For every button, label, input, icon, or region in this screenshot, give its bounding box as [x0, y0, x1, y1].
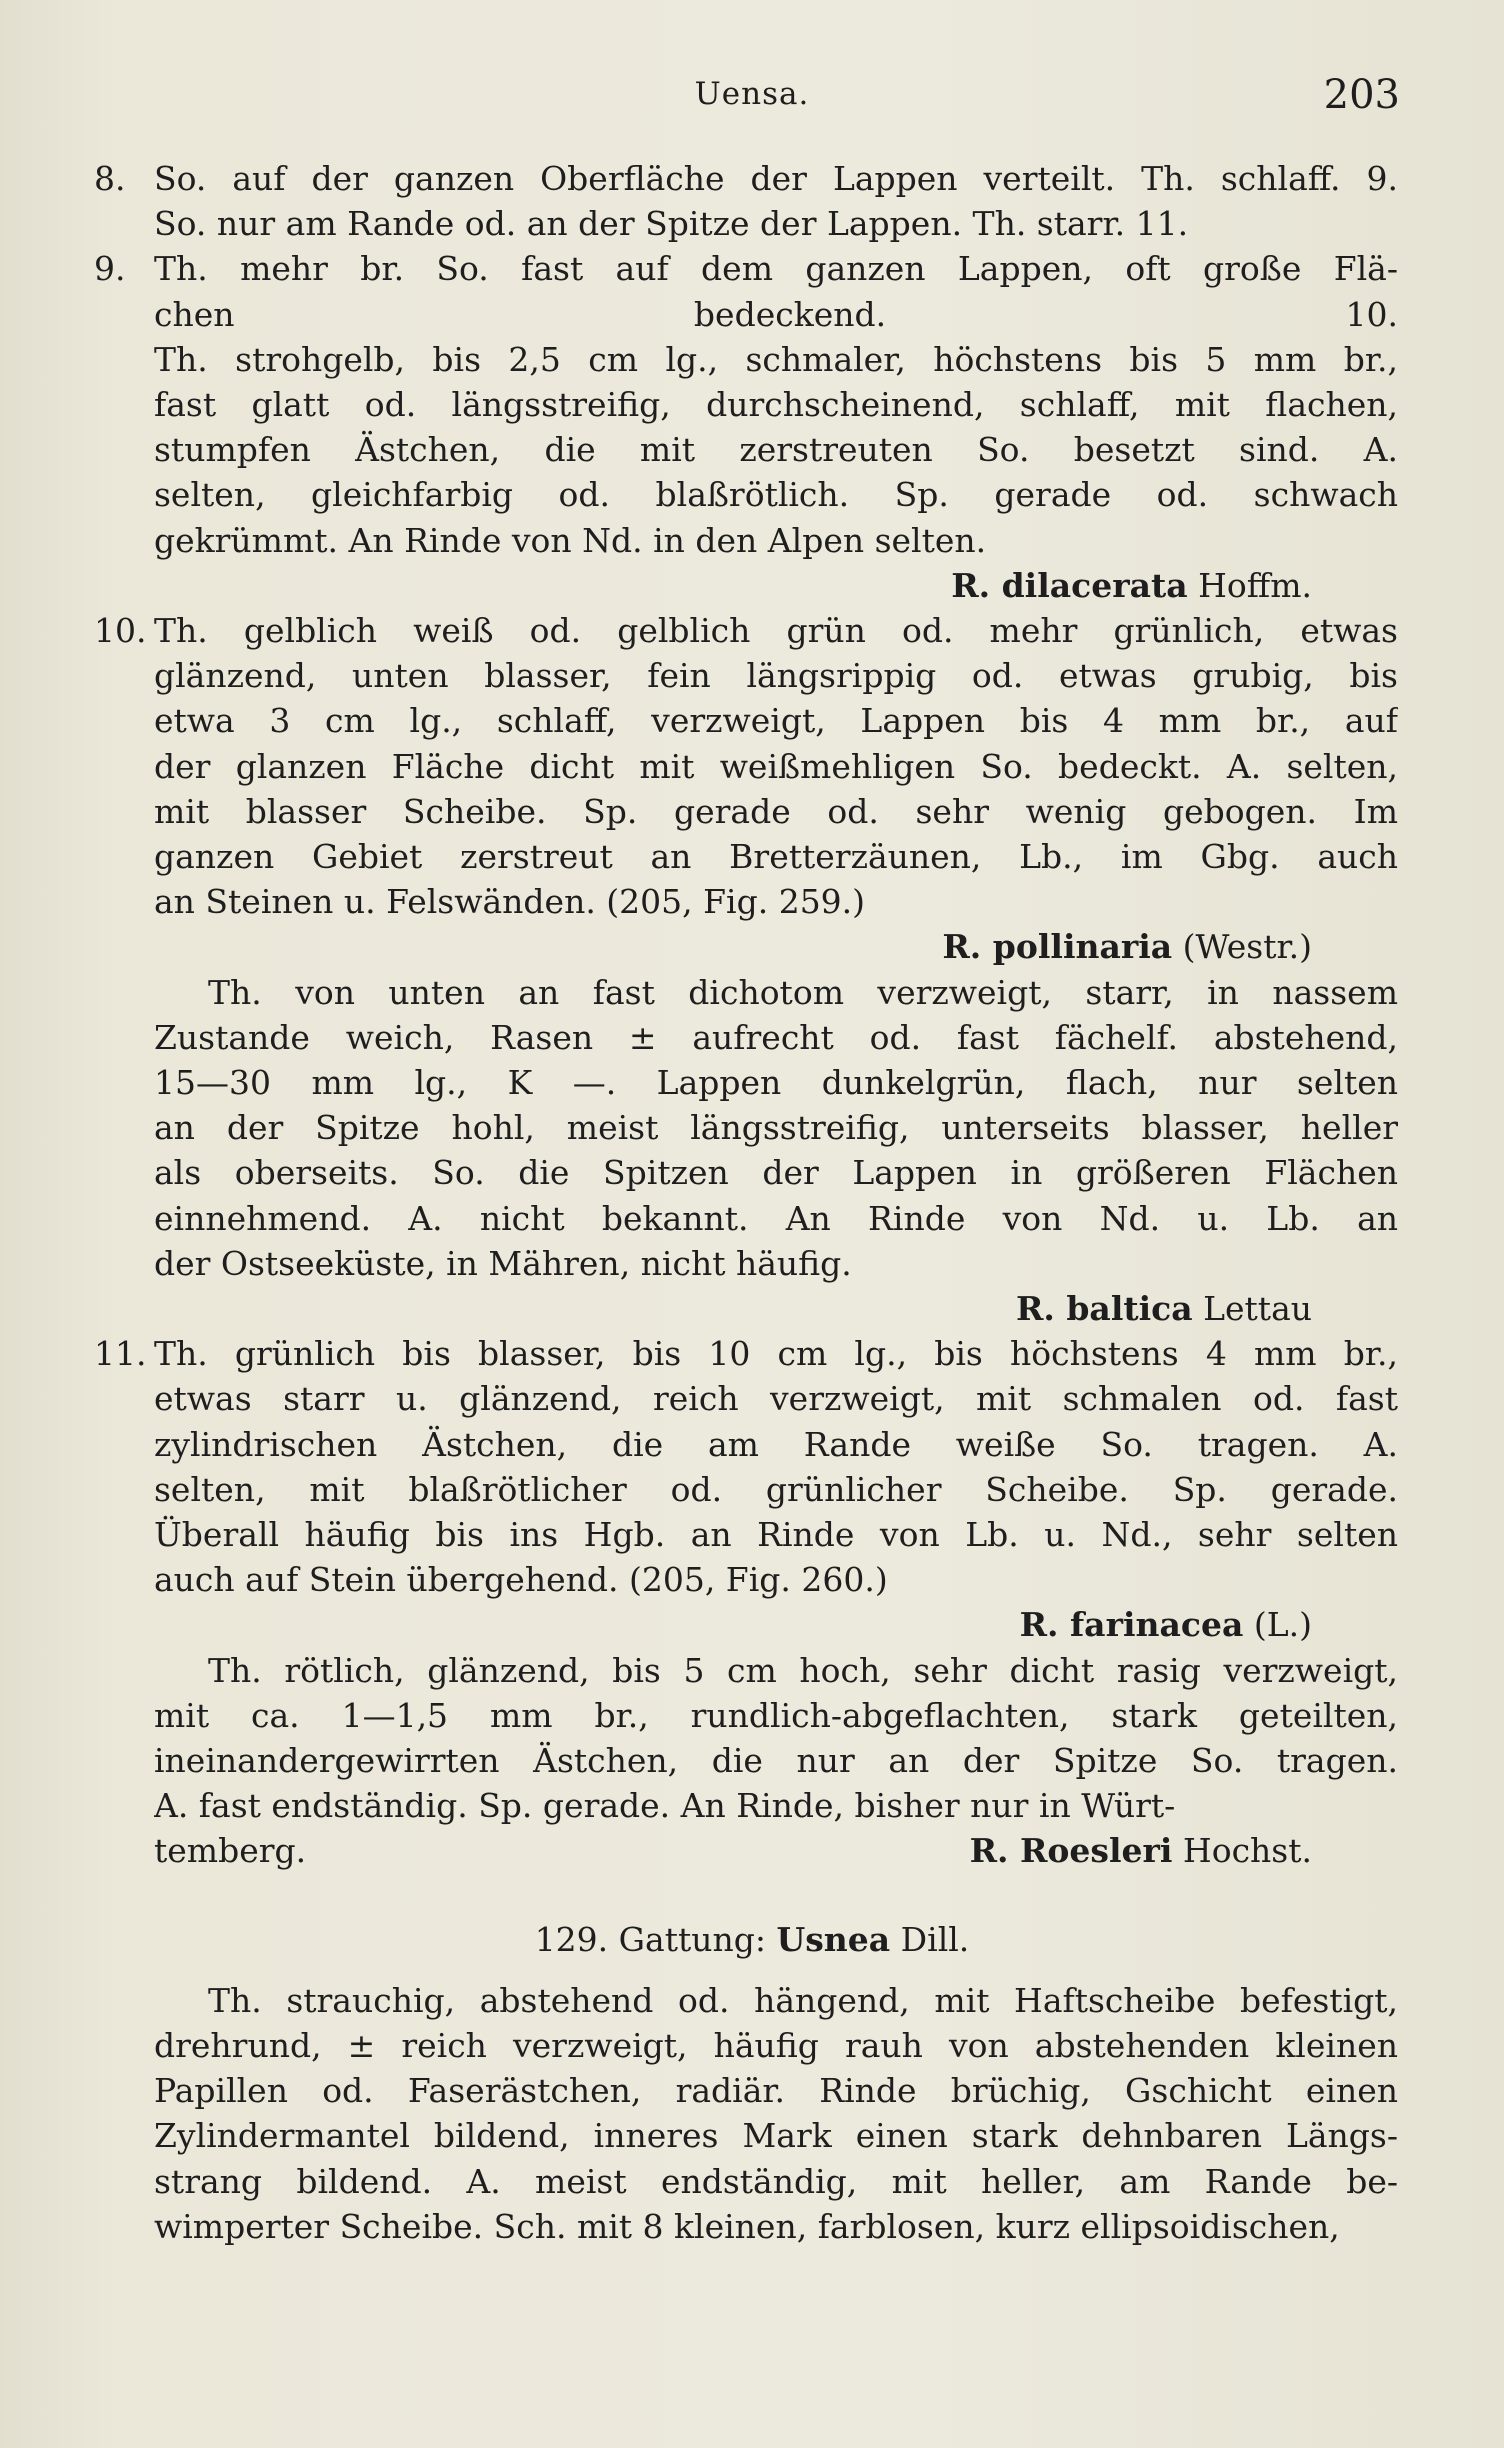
genus-name: Usnea — [776, 1919, 891, 1959]
text-line — [0, 653, 1504, 699]
text-line — [0, 292, 1504, 338]
species-name — [970, 1828, 1312, 1874]
line-text: 15—30 mm lg., K —. Lappen dunkelgrün, flach, nur selten — [154, 1063, 1398, 1102]
text-line — [0, 1015, 1504, 1061]
text-line — [0, 337, 1504, 383]
line-text: ineinandergewirrten Ästchen, die nur an der Spitze So. tragen. — [154, 1741, 1398, 1780]
text-line — [0, 1196, 1504, 1242]
text-line — [0, 382, 1504, 428]
text-line — [0, 789, 1504, 835]
text-line — [0, 1693, 1504, 1739]
page-number: 203 — [1323, 72, 1400, 118]
text-line — [0, 1828, 1504, 1874]
text-line — [0, 744, 1504, 790]
text-line — [0, 1467, 1504, 1513]
line-text: Zustande weich, Rasen ± aufrecht od. fast fächelf. abstehend, — [154, 1017, 1398, 1057]
text-line — [0, 834, 1504, 880]
text-line — [0, 156, 1504, 202]
species-epithet: farinacea — [1069, 1605, 1244, 1645]
text-line — [0, 970, 1504, 1016]
species-epithet: pollinaria — [992, 927, 1173, 967]
line-text: der glanzen Fläche dicht mit weißmehligen So. bedeckt. A. selten, — [154, 746, 1398, 786]
text-line — [0, 2068, 1504, 2114]
text-line — [0, 1376, 1504, 1422]
line-text: fast glatt od. längsstreifig, durchscheinend, schlaff, mit flachen, — [154, 385, 1398, 424]
text-line — [0, 563, 1504, 609]
text-line — [0, 472, 1504, 518]
species-genus: R. — [969, 1831, 1020, 1871]
line-text: selten, mit blaßrötlicher od. grünlicher Scheibe. Sp. gerade. — [154, 1469, 1398, 1509]
text-line — [0, 1422, 1504, 1468]
species-name — [1020, 1602, 1312, 1648]
species-author: (L.) — [1243, 1605, 1312, 1645]
text-line — [0, 1917, 1504, 1963]
line-text: einnehmend. A. nicht bekannt. An Rinde von Nd. u. Lb. an — [154, 1198, 1398, 1238]
line-text: chen bedeckend. 10. — [154, 294, 1398, 334]
text-line — [0, 1602, 1504, 1648]
line-text: A. fast endständig. Sp. gerade. An Rinde, bisher nur in Würt- — [154, 1786, 1176, 1826]
species-epithet: baltica — [1066, 1289, 1193, 1328]
text-line — [0, 608, 1504, 654]
running-head: Uensa. — [694, 76, 810, 112]
text-line — [0, 1512, 1504, 1558]
species-author: (Westr.) — [1172, 927, 1312, 967]
text-line — [0, 1978, 1504, 2024]
line-text: drehrund, ± reich verzweigt, häufig rauh von abstehenden kleinen — [154, 2026, 1398, 2065]
text-line — [0, 698, 1504, 744]
text-line — [0, 879, 1504, 925]
entry-number: 9. — [94, 249, 126, 289]
text-line — [0, 1738, 1504, 1784]
line-text: Th. strauchig, abstehend od. hängend, mit Haftscheibe befestigt, — [208, 1980, 1398, 2020]
genus-heading — [0, 1917, 1504, 1963]
species-epithet: Roesleri — [1019, 1831, 1173, 1871]
line-text: Überall häufig bis ins Hgb. an Rinde von Lb. u. Nd., sehr selten — [154, 1515, 1398, 1554]
text-line — [0, 1241, 1504, 1287]
line-text: Th. strohgelb, bis 2,5 cm lg., schmaler, höchstens bis 5 mm br., — [154, 339, 1398, 379]
line-text: So. nur am Rande od. an der Spitze der Lappen. Th. starr. 11. — [154, 204, 1189, 244]
line-text: strang bildend. A. meist endständig, mit heller, am Rande be- — [154, 2161, 1398, 2201]
line-text: auch auf Stein übergehend. (205, Fig. 260.) — [154, 1560, 888, 1600]
genus-author: Dill. — [890, 1919, 970, 1959]
line-text: gekrümmt. An Rinde von Nd. in den Alpen selten. — [154, 520, 987, 560]
text-line — [0, 2023, 1504, 2069]
line-text: ganzen Gebiet zerstreut an Bretterzäunen, Lb., im Gbg. auch — [154, 837, 1398, 876]
line-text: Papillen od. Faserästchen, radiär. Rinde brüchig, Gschicht einen — [154, 2071, 1398, 2111]
text-line — [0, 427, 1504, 473]
species-author: Hochst. — [1172, 1831, 1312, 1871]
text-line — [0, 1286, 1504, 1332]
genus-prefix: 129. Gattung: — [534, 1919, 777, 1959]
line-text: zylindrischen Ästchen, die am Rande weiße So. tragen. A. — [154, 1424, 1398, 1464]
line-text: Th. rötlich, glänzend, bis 5 cm hoch, sehr dicht rasig verzweigt, — [208, 1650, 1398, 1690]
text-line — [0, 2159, 1504, 2205]
line-text: mit ca. 1—1,5 mm br., rundlich-abgeflachten, stark geteilten, — [154, 1695, 1398, 1735]
line-text: temberg. — [154, 1831, 307, 1871]
line-text: der Ostseeküste, in Mähren, nicht häufig. — [154, 1243, 852, 1283]
line-text: Zylindermantel bildend, inneres Mark einen stark dehnbaren Längs- — [154, 2116, 1398, 2156]
species-genus: R. — [942, 927, 993, 967]
line-text: So. auf der ganzen Oberfläche der Lappen verteilt. Th. schlaff. 9. — [154, 159, 1398, 198]
text-line — [0, 1060, 1504, 1106]
line-text: etwas starr u. glänzend, reich verzweigt, mit schmalen od. fast — [154, 1379, 1398, 1419]
text-line — [0, 1783, 1504, 1829]
species-genus: R. — [1019, 1605, 1070, 1645]
text-line — [0, 1648, 1504, 1694]
species-author: Hoffm. — [1187, 565, 1312, 605]
entry-number: 8. — [94, 159, 126, 198]
line-text: mit blasser Scheibe. Sp. gerade od. sehr wenig gebogen. Im — [154, 791, 1398, 831]
text-line — [0, 518, 1504, 564]
text-line — [0, 2113, 1504, 2159]
entry-number: 11. — [94, 1334, 147, 1374]
species-epithet: dilacerata — [1001, 565, 1188, 605]
species-genus: R. — [951, 565, 1002, 605]
text-line — [0, 924, 1504, 970]
text-line — [0, 1557, 1504, 1603]
line-text: als oberseits. So. die Spitzen der Lappen in größeren Flächen — [154, 1153, 1398, 1193]
line-text: Th. mehr br. So. fast auf dem ganzen Lappen, oft große Flä- — [154, 249, 1398, 289]
species-name — [1016, 1286, 1312, 1332]
line-text: Th. grünlich bis blasser, bis 10 cm lg., bis höchstens 4 mm br., — [154, 1334, 1398, 1374]
text-line — [0, 2204, 1504, 2250]
text-line — [0, 1105, 1504, 1151]
text-line — [0, 246, 1504, 292]
text-line — [0, 201, 1504, 247]
text-line — [0, 1331, 1504, 1377]
line-text: stumpfen Ästchen, die mit zerstreuten So. besetzt sind. A. — [154, 430, 1398, 470]
text-line — [0, 1150, 1504, 1196]
line-text: wimperter Scheibe. Sch. mit 8 kleinen, farblosen, kurz ellipsoidischen, — [154, 2206, 1340, 2246]
species-name — [951, 563, 1312, 609]
line-text: Th. gelblich weiß od. gelblich grün od. mehr grünlich, etwas — [154, 611, 1398, 650]
line-text: an Steinen u. Felswänden. (205, Fig. 259.) — [154, 882, 866, 922]
entry-number: 10. — [94, 611, 147, 650]
species-genus: R. — [1015, 1289, 1067, 1328]
line-text: Th. von unten an fast dichotom verzweigt, starr, in nassem — [208, 972, 1398, 1012]
line-text: selten, gleichfarbig od. blaßrötlich. Sp. gerade od. schwach — [154, 475, 1398, 515]
species-name — [942, 924, 1312, 970]
line-text: glänzend, unten blasser, fein längsrippig od. etwas grubig, bis — [154, 656, 1398, 696]
species-author: Lettau — [1192, 1289, 1312, 1328]
line-text: etwa 3 cm lg., schlaff, verzweigt, Lappen bis 4 mm br., auf — [154, 701, 1398, 741]
line-text: an der Spitze hohl, meist längsstreifig, unterseits blasser, heller — [154, 1108, 1398, 1148]
